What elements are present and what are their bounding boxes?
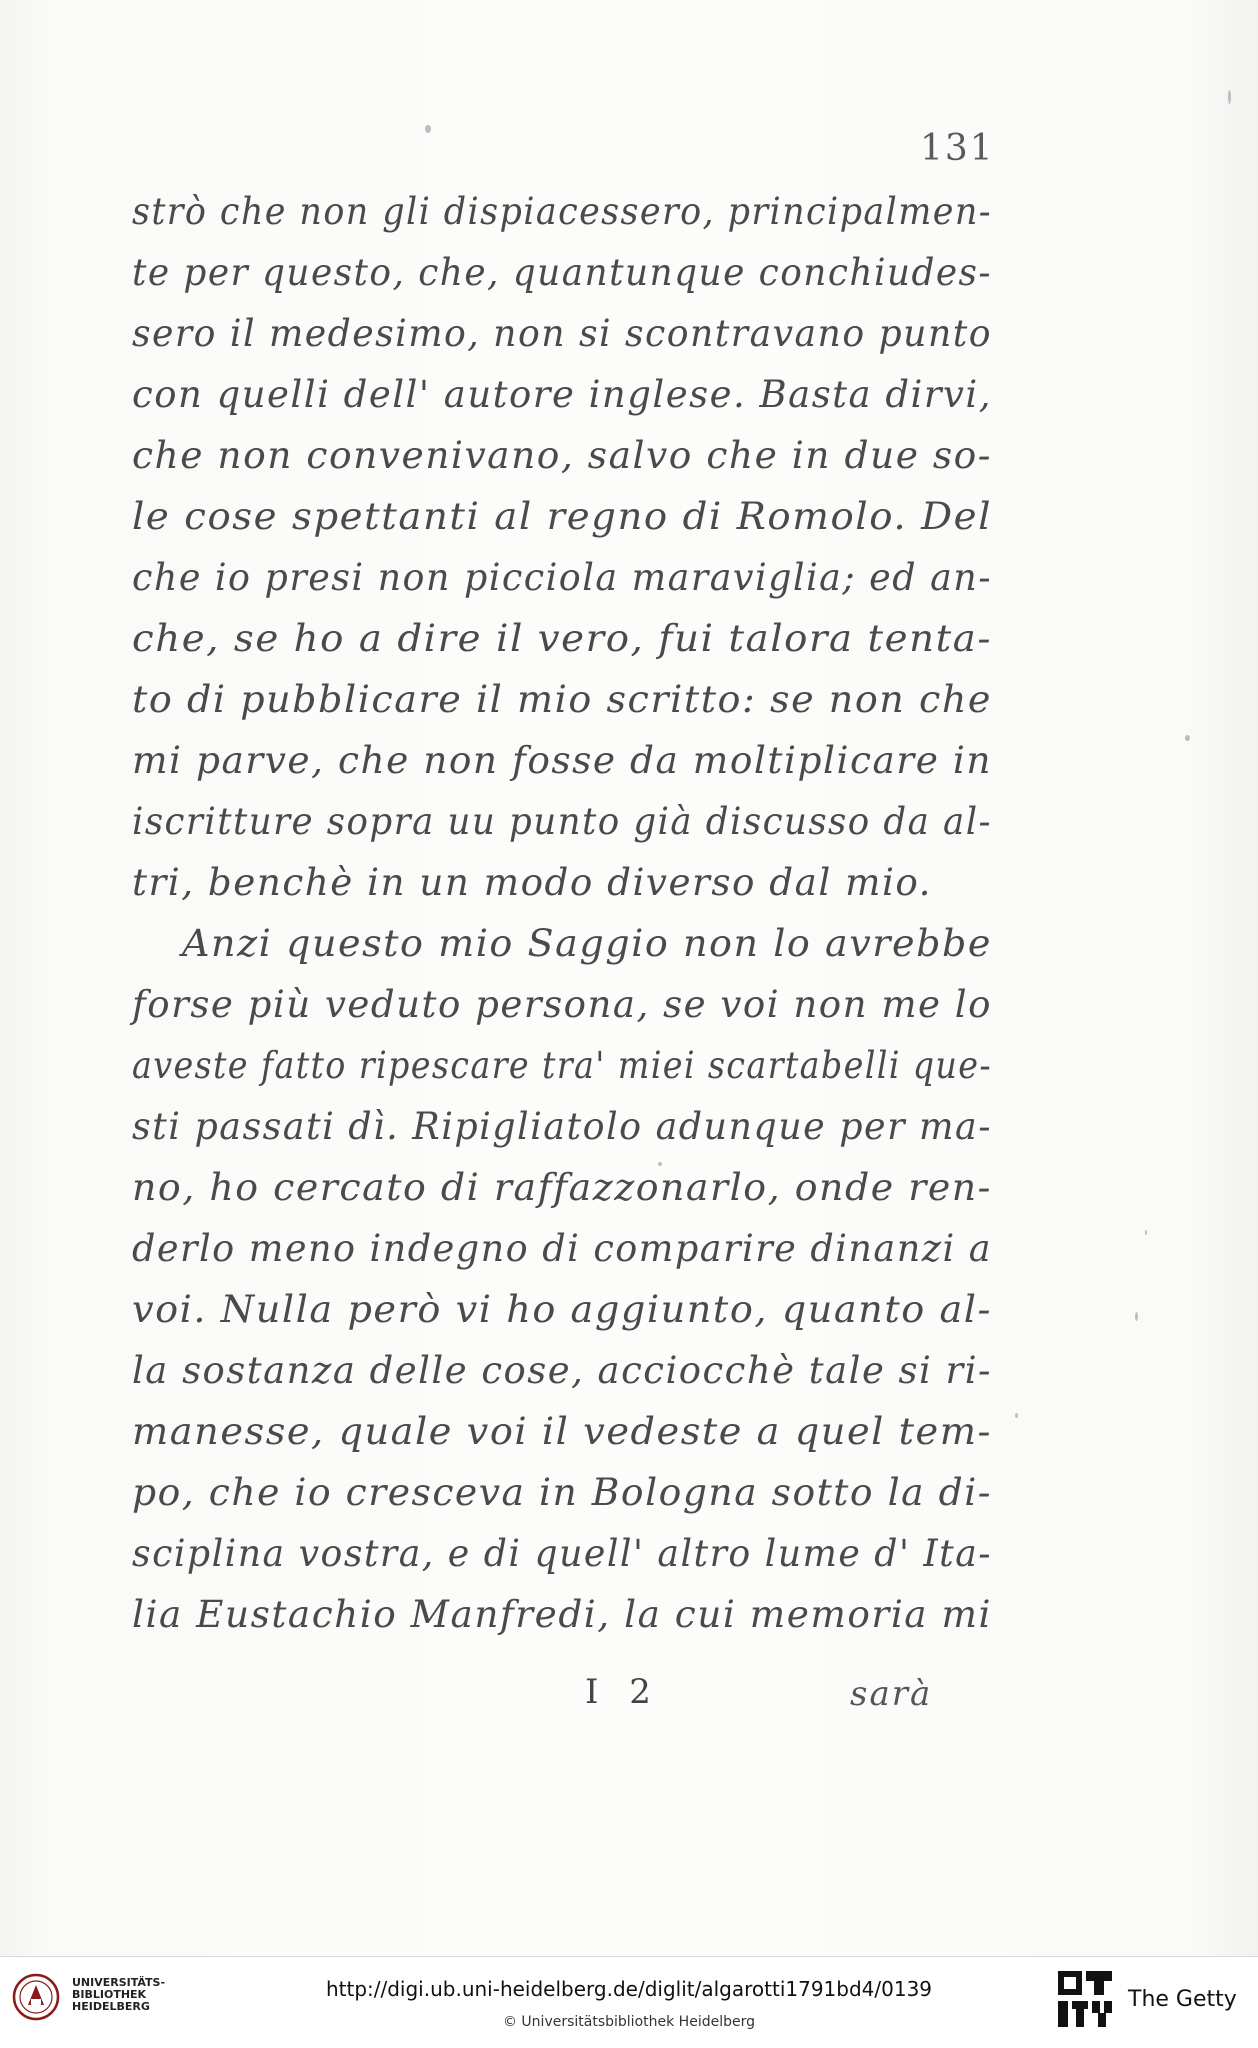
text-line: che io presi non picciola maraviglia; ed an-	[132, 556, 992, 599]
text-line: derlo meno indegno di comparire dinanzi a	[132, 1227, 992, 1270]
library-name-line: UNIVERSITÄTS-	[72, 1976, 166, 1989]
text-line: le cose spettanti al regno di Romolo. Del	[132, 495, 992, 538]
getty-mark-icon	[1056, 1969, 1114, 2035]
text-line: sero il medesimo, non si scontravano punto	[132, 312, 992, 355]
text-line: to di pubblicare il mio scritto: se non che	[132, 678, 992, 721]
getty-logo[interactable]	[1056, 1969, 1246, 2035]
page-number: 131	[920, 128, 995, 169]
text-line: che, se ho a dire il vero, fui talora tenta-	[132, 617, 992, 660]
digitization-footer	[0, 1956, 1258, 2048]
signature-mark: I 2	[585, 1672, 661, 1712]
copyright-notice: © Universitätsbibliothek Heidelberg	[502, 2014, 755, 2030]
text-line: lia Eustachio Manfredi, la cui memoria mi	[132, 1593, 992, 1636]
text-line: sciplina vostra, e di quell' altro lume d' Ita-	[132, 1532, 992, 1575]
permalink-url[interactable]: http://digi.ub.uni-heidelberg.de/diglit/algarotti1791bd4/0139	[325, 1977, 933, 2001]
text-line: manesse, quale voi il vedeste a quel tem-	[132, 1410, 992, 1453]
text-line: forse più veduto persona, se voi non me lo	[132, 983, 992, 1026]
paper-speck	[425, 125, 431, 133]
text-line: strò che non gli dispiacessero, principalmen-	[132, 190, 992, 233]
text-line: iscritture sopra uu punto già discusso da al-	[132, 800, 992, 843]
footer-signature-row	[0, 1672, 1258, 1720]
catchword: sarà	[850, 1674, 933, 1714]
library-name-line: BIBLIOTHEK	[72, 1988, 147, 2001]
text-line: no, ho cercato di raffazzonarlo, onde ren-	[132, 1166, 992, 1209]
text-line: che non convenivano, salvo che in due so-	[132, 434, 992, 477]
library-name-line: HEIDELBERG	[72, 2000, 150, 2013]
text-line: la sostanza delle cose, acciocchè tale si ri-	[132, 1349, 992, 1392]
text-line: mi parve, che non fosse da moltiplicare in	[132, 739, 992, 782]
text-line: sti passati dì. Ripigliatolo adunque per ma-	[132, 1105, 992, 1148]
text-line: voi. Nulla però vi ho aggiunto, quanto al-	[132, 1288, 992, 1331]
paper-speck	[1185, 735, 1190, 741]
text-line: te per questo, che, quantunque conchiudes-	[132, 251, 992, 294]
paper-speck	[658, 1162, 662, 1166]
paper-speck	[1228, 90, 1231, 104]
text-line: Anzi questo mio Saggio non lo avrebbe	[182, 922, 992, 965]
paper-speck	[1145, 1230, 1147, 1235]
text-line: tri, benchè in un modo diverso dal mio.	[132, 861, 932, 904]
text-line: aveste fatto ripescare tra' miei scartabelli que-	[132, 1044, 992, 1087]
getty-label: The Getty	[1128, 1987, 1237, 2012]
paper-speck	[1015, 1413, 1018, 1418]
text-line: po, che io cresceva in Bologna sotto la di-	[132, 1471, 992, 1514]
text-line: con quelli dell' autore inglese. Basta dirvi,	[132, 373, 992, 416]
paper-speck	[1135, 1312, 1138, 1321]
